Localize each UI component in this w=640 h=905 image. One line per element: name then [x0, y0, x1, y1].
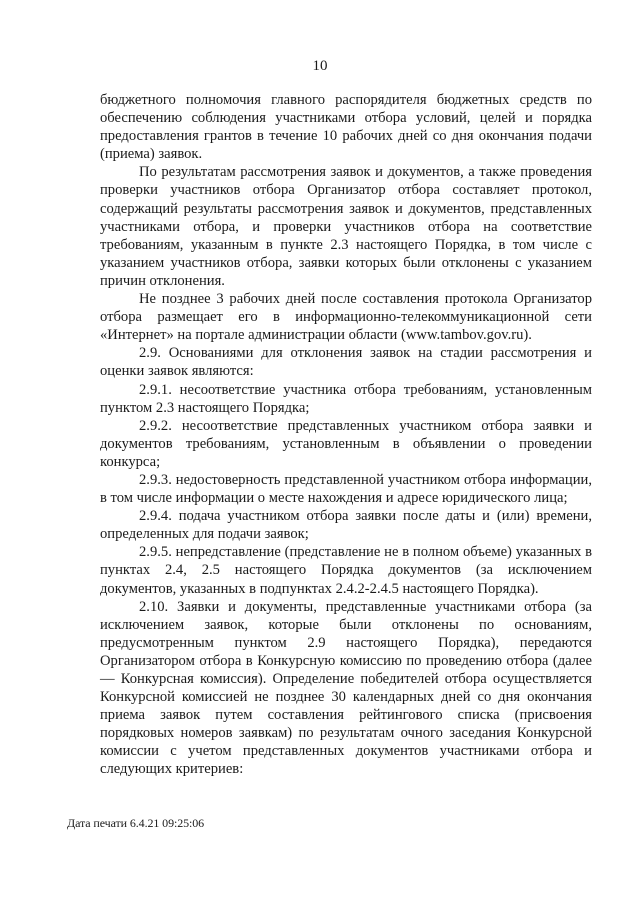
paragraph-protocol: По результатам рассмотрения заявок и документов, а также проведения проверки участников отбора Организатор отбора составляет протокол, содержащий результаты рассмотрения заявок и документов, представленных участниками отбора, и проверки участников отбора на соответствие требованиям, указанным в пункте 2.3 настоящего Порядка, в том числе с указанием участников отбора, заявки которых были отклонены с указанием причин отклонения. [100, 164, 592, 289]
paragraph-2-9: 2.9. Основаниями для отклонения заявок на стадии рассмотрения и оценки заявок являются: [100, 345, 592, 380]
print-date: Дата печати 6.4.21 09:25:06 [67, 816, 205, 830]
page-number: 10 [312, 58, 328, 74]
paragraph-2-9-4: 2.9.4. подача участником отбора заявки после даты и (или) времени, определенных для подачи заявок; [100, 508, 592, 543]
paragraph-continuation: бюджетного полномочия главного распорядителя бюджетных средств по обеспечению соблюдения участниками отбора условий, целей и порядка предоставления грантов в течение 10 рабочих дней со дня окончания подачи (приема) заявок. [100, 92, 592, 163]
paragraph-2-10: 2.10. Заявки и документы, представленные участниками отбора (за исключением заявок, которые были отклонены по основаниям, предусмотренным пунктом 2.9 настоящего Порядка), передаются Организатором отбора в Конкурсную комиссию по проведению отбора (далее — Конкурсная комиссия). Определение победителей отбора осуществляется Конкурсной комиссией не позднее 30 календарных дней со дня окончания приема заявок путем составления рейтингового списка (присвоения порядковых номеров заявкам) по результатам очного заседания Конкурсной комиссии с учетом представленных документов участниками отбора и следующих критериев: [100, 598, 592, 778]
paragraph-2-9-5: 2.9.5. непредставление (представление не в полном объеме) указанных в пунктах 2.4, 2.5 настоящего Порядка документов (за исключением документов, указанных в подпунктах 2.4.2-2.4.5 настоящего Порядка). [100, 544, 592, 597]
paragraph-2-9-2: 2.9.2. несоответствие представленных участником отбора заявки и документов требованиям, установленным в объявлении о проведении конкурса; [100, 417, 592, 470]
document-body [100, 91, 592, 779]
paragraph-2-9-3: 2.9.3. недостоверность представленной участником отбора информации, в том числе информации о месте нахождения и адресе юридического лица; [100, 471, 592, 507]
paragraph-publication: Не позднее 3 рабочих дней после составления протокола Организатор отбора размещает его в информационно-телекоммуникационной сети «Интернет» на портале администрации области (www.tambov.gov.ru). [100, 291, 592, 344]
paragraph-2-9-1: 2.9.1. несоответствие участника отбора требованиям, установленным пунктом 2.3 настоящего Порядка; [100, 381, 592, 416]
